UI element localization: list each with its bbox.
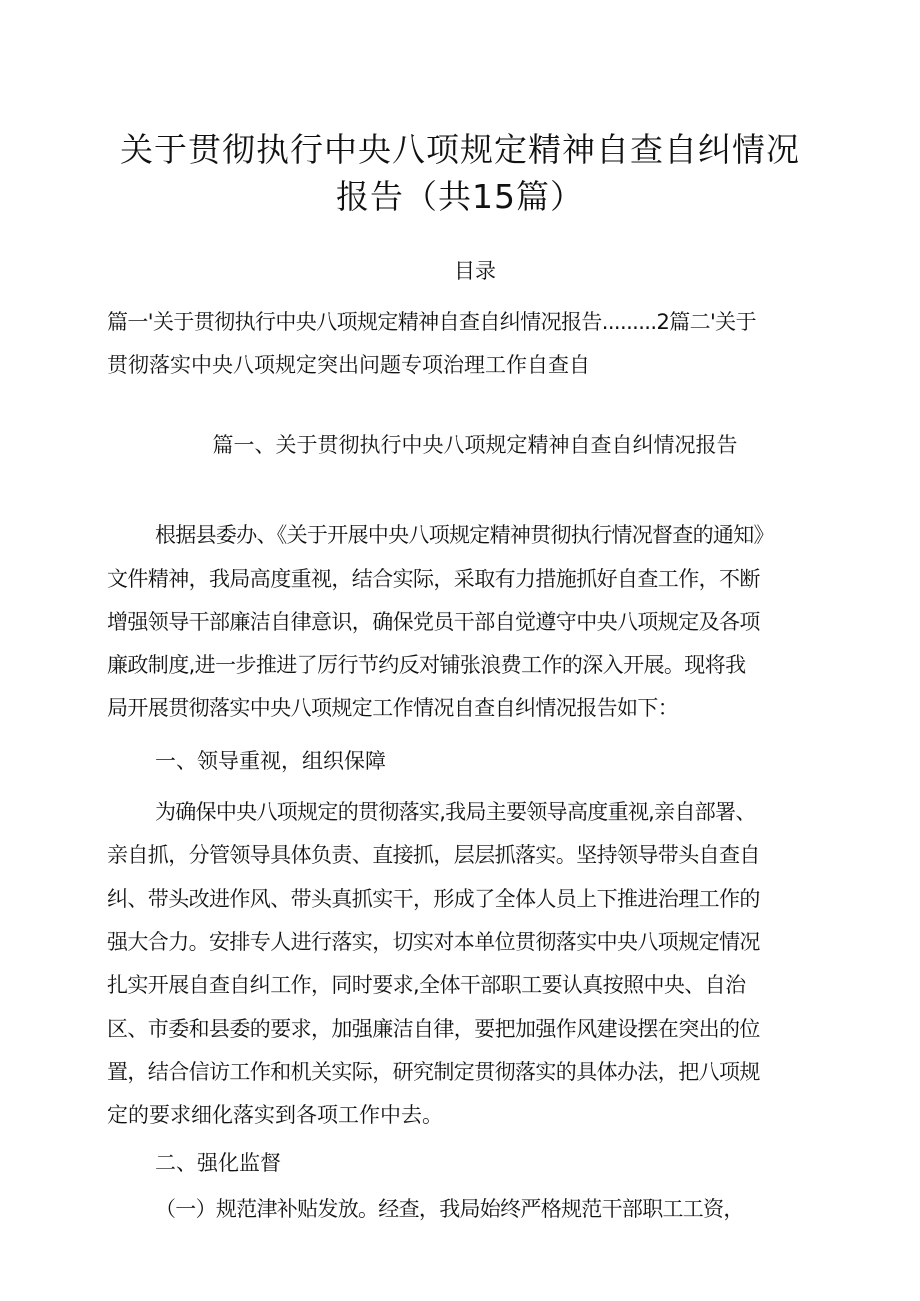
body-line-1: 根据县委办、《关于开展中央八项规定精神贯彻执行情况督查的通知》 bbox=[155, 523, 774, 547]
body-line-6: 为确保中央八项规定的贯彻落实,我局主要领导高度重视,亲自部署、 bbox=[155, 800, 756, 824]
body-line-10: 扎实开展自查自纠工作，同时要求,全体干部职工要认真按照中央、自治 bbox=[107, 973, 746, 997]
body-line-8: 纠、带头改进作风、带头真抓实干，形成了全体人员上下推进治理工作的 bbox=[107, 887, 760, 911]
document-title-line-1: 关于贯彻执行中央八项规定精神自查自纠情况 bbox=[120, 130, 800, 169]
subheading-2: 二、强化监督 bbox=[155, 1151, 281, 1175]
body-line-5: 局开展贯彻落实中央八项规定工作情况自查自纠情况报告如下： bbox=[107, 696, 679, 720]
body-line-14: （一）规范津补贴发放。经查，我局始终严格规范干部职工工资， bbox=[155, 1197, 744, 1221]
toc-line-1: 篇一'关于贯彻执行中央八项规定精神自查自纠情况报告.........2篇二'关于 bbox=[107, 310, 756, 334]
body-line-13: 定的要求细化落实到各项工作中去。 bbox=[107, 1103, 443, 1127]
document-title-line-2: 报告（共15篇） bbox=[336, 177, 584, 216]
section-title: 篇一、关于贯彻执行中央八项规定精神自查自纠情况报告 bbox=[212, 433, 738, 457]
body-line-2: 文件精神，我局高度重视，结合实际，采取有力措施抓好自查工作，不断 bbox=[107, 567, 760, 591]
subheading-1: 一、领导重视，组织保障 bbox=[155, 749, 386, 773]
body-line-3: 增强领导干部廉洁自律意识，确保党员干部自觉遵守中央八项规定及各项 bbox=[107, 610, 760, 634]
body-line-11: 区、市委和县委的要求，加强廉洁自律，要把加强作风建设摆在突出的位 bbox=[107, 1017, 760, 1041]
body-line-12: 置，结合信访工作和机关实际，研究制定贯彻落实的具体办法，把八项规 bbox=[107, 1060, 760, 1084]
body-line-4: 廉政制度,进一步推进了厉行节约反对铺张浪费工作的深入开展。现将我 bbox=[107, 653, 746, 677]
body-line-7: 亲自抓，分管领导具体负责、直接抓，层层抓落实。坚持领导带头自查自 bbox=[107, 843, 760, 867]
body-line-9: 强大合力。安排专人进行落实，切实对本单位贯彻落实中央八项规定情况 bbox=[107, 930, 760, 954]
toc-line-2: 贯彻落实中央八项规定突出问题专项治理工作自查自 bbox=[107, 353, 590, 377]
toc-heading: 目录 bbox=[454, 259, 496, 283]
